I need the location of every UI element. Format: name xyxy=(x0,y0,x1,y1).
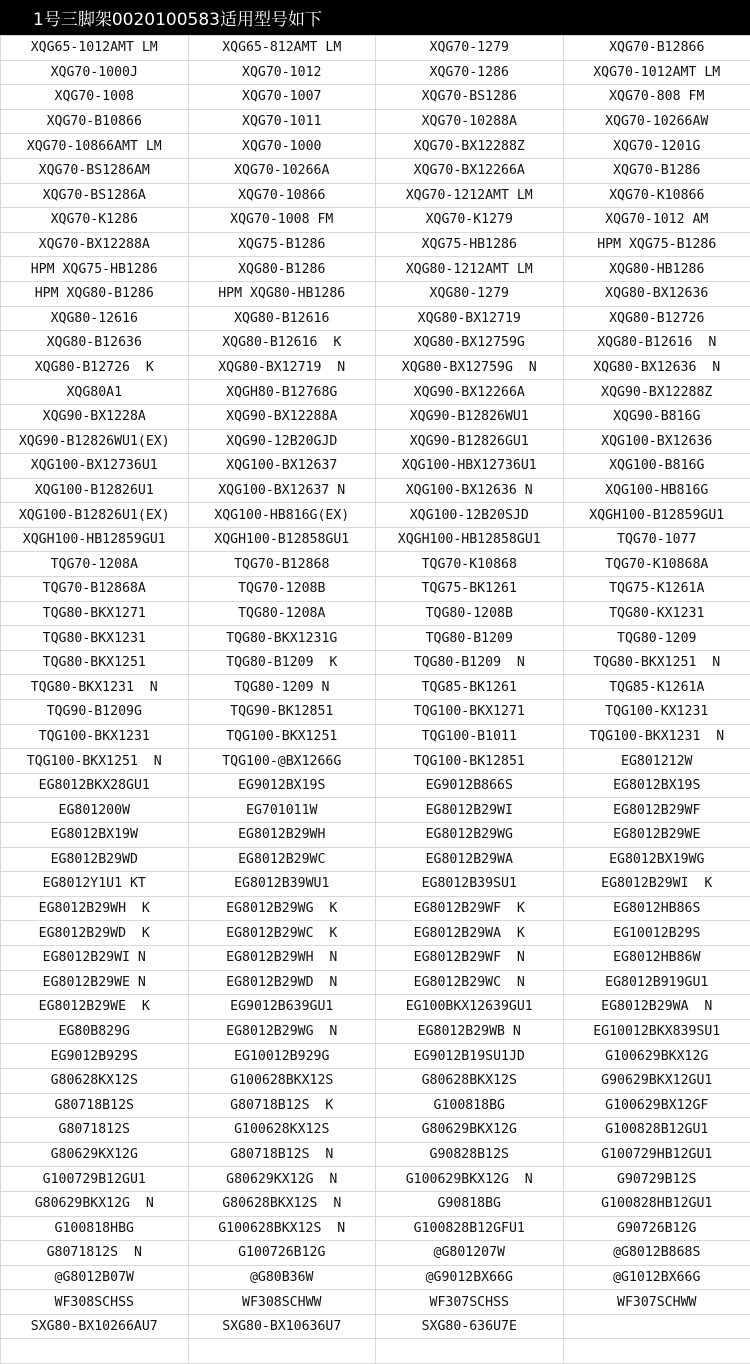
model-cell: XQG100-HB816G xyxy=(563,478,750,503)
model-cell: G100629BKX12G N xyxy=(376,1167,564,1192)
model-cell: XQG80-B12726 xyxy=(563,306,750,331)
model-cell: @G9012BX66G xyxy=(376,1265,564,1290)
model-cell: XQG100-12B20SJD xyxy=(376,503,564,528)
model-cell: TQG80-BKX1231 N xyxy=(1,675,189,700)
model-cell: XQG80-1279 xyxy=(376,281,564,306)
table-row xyxy=(1,823,750,848)
table-row xyxy=(1,552,750,577)
table-row xyxy=(1,281,750,306)
model-cell: XQG70-1000J xyxy=(1,60,189,85)
table-row xyxy=(1,158,750,183)
model-cell: TQG80-BKX1251 N xyxy=(563,650,750,675)
model-cell: XQG70-10266A xyxy=(188,158,376,183)
table-row xyxy=(1,503,750,528)
model-cell: G80628BKX12S N xyxy=(188,1191,376,1216)
model-cell: EG8012B29WF N xyxy=(376,945,564,970)
model-cell: XQG80-BX12719 xyxy=(376,306,564,331)
model-cell: TQG80-BKX1251 xyxy=(1,650,189,675)
model-cell: TQG70-B12868 xyxy=(188,552,376,577)
model-cell: XQG80A1 xyxy=(1,380,189,405)
model-cell: TQG80-1208A xyxy=(188,601,376,626)
model-cell: XQG80-B12616 xyxy=(188,306,376,331)
model-cell: TQG70-1208A xyxy=(1,552,189,577)
model-cell: WF307SCHWW xyxy=(563,1290,750,1315)
model-cell: XQG70-1012AMT LM xyxy=(563,60,750,85)
model-cell: EG9012B639GU1 xyxy=(188,995,376,1020)
model-cell: XQG65-1012AMT LM xyxy=(1,36,189,61)
model-cell: XQG80-HB1286 xyxy=(563,257,750,282)
model-cell: XQG80-12616 xyxy=(1,306,189,331)
model-cell: EG8012B39SU1 xyxy=(376,872,564,897)
model-cell: G100729HB12GU1 xyxy=(563,1142,750,1167)
table-row xyxy=(1,478,750,503)
table-row xyxy=(1,995,750,1020)
model-cell: TQG85-K1261A xyxy=(563,675,750,700)
model-cell: XQG80-BX12759G N xyxy=(376,355,564,380)
model-cell: XQG80-BX12759G xyxy=(376,331,564,356)
model-cell: XQG70-K10866 xyxy=(563,183,750,208)
table-row xyxy=(1,577,750,602)
model-cell: TQG80-KX1231 xyxy=(563,601,750,626)
model-cell: WF307SCHSS xyxy=(376,1290,564,1315)
model-cell: XQG70-10266AW xyxy=(563,109,750,134)
model-cell: TQG100-BKX1271 xyxy=(376,700,564,725)
model-cell: TQG100-KX1231 xyxy=(563,700,750,725)
model-cell: TQG80-B1209 N xyxy=(376,650,564,675)
model-cell: XQG70-B1286 xyxy=(563,158,750,183)
model-cell: EG8012Y1U1 KT xyxy=(1,872,189,897)
model-cell: XQG100-B12826U1(EX) xyxy=(1,503,189,528)
model-cell: XQG100-HBX12736U1 xyxy=(376,454,564,479)
model-cell: TQG70-K10868A xyxy=(563,552,750,577)
model-cell xyxy=(563,1314,750,1339)
model-cell: TQG70-K10868 xyxy=(376,552,564,577)
model-cell: EG8012HB86S xyxy=(563,896,750,921)
model-cell: EG8012B29WA N xyxy=(563,995,750,1020)
table-row xyxy=(1,380,750,405)
model-cell: TQG80-BKX1231 xyxy=(1,626,189,651)
model-cell: TQG100-@BX1266G xyxy=(188,749,376,774)
model-cell: XQG90-BX1228A xyxy=(1,404,189,429)
model-cell: EG8012B29WI N xyxy=(1,945,189,970)
model-cell: G80628KX12S xyxy=(1,1068,189,1093)
model-cell: TQG90-B1209G xyxy=(1,700,189,725)
model-cell: XQG70-1212AMT LM xyxy=(376,183,564,208)
model-cell: HPM XQG75-HB1286 xyxy=(1,257,189,282)
table-row xyxy=(1,232,750,257)
model-cell: G80629KX12G xyxy=(1,1142,189,1167)
model-cell: TQG100-BK12851 xyxy=(376,749,564,774)
model-cell: EG801200W xyxy=(1,798,189,823)
table-row xyxy=(1,1191,750,1216)
model-cell: XQG80-BX12719 N xyxy=(188,355,376,380)
model-cell: EG10012B929G xyxy=(188,1044,376,1069)
table-row xyxy=(1,331,750,356)
model-cell: XQG70-BX12266A xyxy=(376,158,564,183)
table-row xyxy=(1,257,750,282)
model-cell: G8071812S xyxy=(1,1118,189,1143)
model-cell: XQG90-12B20GJD xyxy=(188,429,376,454)
model-cell: TQG100-BKX1251 N xyxy=(1,749,189,774)
model-cell: EG8012B29WE N xyxy=(1,970,189,995)
model-cell: TQG80-BKX1231G xyxy=(188,626,376,651)
model-cell: XQG100-BX12736U1 xyxy=(1,454,189,479)
model-cell: EG8012B29WE K xyxy=(1,995,189,1020)
model-cell: @G80B36W xyxy=(188,1265,376,1290)
table-row xyxy=(1,454,750,479)
table-row xyxy=(1,724,750,749)
table-row xyxy=(1,1290,750,1315)
model-cell: XQG70-1286 xyxy=(376,60,564,85)
model-cell: EG10012B29S xyxy=(563,921,750,946)
table-row xyxy=(1,1068,750,1093)
model-cell: TQG100-BKX1251 xyxy=(188,724,376,749)
table-row xyxy=(1,773,750,798)
model-cell: XQG70-1008 xyxy=(1,85,189,110)
table-row xyxy=(1,601,750,626)
model-cell: XQG75-B1286 xyxy=(188,232,376,257)
model-cell: EG8012B29WD K xyxy=(1,921,189,946)
model-cell: XQG70-BX12288Z xyxy=(376,134,564,159)
model-cell: @G8012B868S xyxy=(563,1241,750,1266)
table-row xyxy=(1,1241,750,1266)
table-row xyxy=(1,626,750,651)
model-cell: XQG90-BX12288Z xyxy=(563,380,750,405)
table-row xyxy=(1,1093,750,1118)
model-cell: XQG75-HB1286 xyxy=(376,232,564,257)
model-cell: EG8012BX19W xyxy=(1,823,189,848)
model-cell: XQG100-BX12637 xyxy=(188,454,376,479)
model-cell: G100628KX12S xyxy=(188,1118,376,1143)
model-cell: G100629BKX12G xyxy=(563,1044,750,1069)
model-cell: G100629BX12GF xyxy=(563,1093,750,1118)
model-cell: TQG75-BK1261 xyxy=(376,577,564,602)
model-cell: @G1012BX66G xyxy=(563,1265,750,1290)
model-cell: EG8012B29WA K xyxy=(376,921,564,946)
table-row xyxy=(1,134,750,159)
table-row xyxy=(1,109,750,134)
model-cell: HPM XQG80-B1286 xyxy=(1,281,189,306)
model-cell: G100628BKX12S xyxy=(188,1068,376,1093)
model-cell: G100828B12GFU1 xyxy=(376,1216,564,1241)
model-cell: XQG100-HB816G(EX) xyxy=(188,503,376,528)
model-cell: XQG70-1000 xyxy=(188,134,376,159)
model-cell: XQG70-1012 xyxy=(188,60,376,85)
model-cell: XQG80-B12726 K xyxy=(1,355,189,380)
model-cell: XQG70-10288A xyxy=(376,109,564,134)
model-cell: G80718B12S N xyxy=(188,1142,376,1167)
model-cell: XQG70-1279 xyxy=(376,36,564,61)
title-bar xyxy=(0,0,750,35)
table-row xyxy=(1,208,750,233)
model-cell: XQGH100-HB12858GU1 xyxy=(376,527,564,552)
model-cell: XQG100-B12826U1 xyxy=(1,478,189,503)
model-cell: EG8012B29WF K xyxy=(376,896,564,921)
model-cell: XQG80-B12636 xyxy=(1,331,189,356)
model-cell: XQG90-BX12266A xyxy=(376,380,564,405)
model-table-body xyxy=(1,36,750,1364)
model-cell: G100818BG xyxy=(376,1093,564,1118)
model-cell: G80718B12S xyxy=(1,1093,189,1118)
table-row xyxy=(1,1216,750,1241)
model-cell: XQG70-B10866 xyxy=(1,109,189,134)
model-cell: G100628BKX12S N xyxy=(188,1216,376,1241)
model-cell: EG8012B29WC xyxy=(188,847,376,872)
model-cell: EG8012BKX28GU1 xyxy=(1,773,189,798)
model-cell: EG8012B29WD xyxy=(1,847,189,872)
model-cell: G80629BKX12G N xyxy=(1,1191,189,1216)
model-cell: XQG70-BS1286AM xyxy=(1,158,189,183)
model-cell: XQG70-B12866 xyxy=(563,36,750,61)
model-cell: EG8012B919GU1 xyxy=(563,970,750,995)
table-row xyxy=(1,1019,750,1044)
model-cell: TQG80-BKX1271 xyxy=(1,601,189,626)
model-cell: XQG80-B1286 xyxy=(188,257,376,282)
page-title: 1号三脚架0020100583适用型号如下 xyxy=(33,5,322,30)
table-row xyxy=(1,700,750,725)
table-row xyxy=(1,429,750,454)
table-row xyxy=(1,896,750,921)
model-cell: EG8012B29WH xyxy=(188,823,376,848)
model-cell: G90828B12S xyxy=(376,1142,564,1167)
model-cell: EG10012BKX839SU1 xyxy=(563,1019,750,1044)
model-cell: XQG70-1012 AM xyxy=(563,208,750,233)
model-cell: EG8012B29WF xyxy=(563,798,750,823)
model-cell: EG8012B29WB N xyxy=(376,1019,564,1044)
model-cell: XQGH100-B12858GU1 xyxy=(188,527,376,552)
model-cell: EG8012B29WD N xyxy=(188,970,376,995)
model-cell: TQG85-BK1261 xyxy=(376,675,564,700)
table-row xyxy=(1,872,750,897)
model-cell: EG80B829G xyxy=(1,1019,189,1044)
model-cell: EG8012B29WG K xyxy=(188,896,376,921)
model-cell: TQG90-BK12851 xyxy=(188,700,376,725)
model-cell: G100729B12GU1 xyxy=(1,1167,189,1192)
model-cell xyxy=(188,1339,376,1364)
model-cell: XQG90-B12826WU1 xyxy=(376,404,564,429)
table-row xyxy=(1,650,750,675)
model-cell: TQG100-BKX1231 N xyxy=(563,724,750,749)
model-cell: XQG70-808 FM xyxy=(563,85,750,110)
model-cell: G90729B12S xyxy=(563,1167,750,1192)
model-cell: EG8012BX19S xyxy=(563,773,750,798)
model-cell: EG9012B866S xyxy=(376,773,564,798)
model-cell: EG8012B29WI K xyxy=(563,872,750,897)
table-row xyxy=(1,60,750,85)
model-cell: EG8012B29WA xyxy=(376,847,564,872)
model-cell: XQG70-1008 FM xyxy=(188,208,376,233)
model-cell: TQG100-BKX1231 xyxy=(1,724,189,749)
model-cell: SXG80-BX10636U7 xyxy=(188,1314,376,1339)
model-cell: SXG80-636U7E xyxy=(376,1314,564,1339)
model-cell: @G801207W xyxy=(376,1241,564,1266)
table-row xyxy=(1,1314,750,1339)
model-cell: WF308SCHWW xyxy=(188,1290,376,1315)
model-cell: XQG90-B816G xyxy=(563,404,750,429)
model-cell: TQG100-B1011 xyxy=(376,724,564,749)
model-cell: G80628BKX12S xyxy=(376,1068,564,1093)
model-cell: XQG70-BS1286A xyxy=(1,183,189,208)
model-cell: EG801212W xyxy=(563,749,750,774)
model-cell: G90629BKX12GU1 xyxy=(563,1068,750,1093)
model-cell: XQG70-1201G xyxy=(563,134,750,159)
model-cell: XQG70-BX12288A xyxy=(1,232,189,257)
model-cell: XQGH100-HB12859GU1 xyxy=(1,527,189,552)
model-cell: XQG80-B12616 K xyxy=(188,331,376,356)
model-cell: G100828B12GU1 xyxy=(563,1118,750,1143)
model-cell: TQG75-K1261A xyxy=(563,577,750,602)
model-cell: XQG70-10866AMT LM xyxy=(1,134,189,159)
model-cell xyxy=(1,1339,189,1364)
model-cell: EG8012B29WH N xyxy=(188,945,376,970)
model-cell: XQG80-1212AMT LM xyxy=(376,257,564,282)
table-row xyxy=(1,527,750,552)
model-cell: XQG90-BX12288A xyxy=(188,404,376,429)
table-row xyxy=(1,847,750,872)
model-cell: G90818BG xyxy=(376,1191,564,1216)
model-cell: XQG90-B12826GU1 xyxy=(376,429,564,454)
model-cell: G100726B12G xyxy=(188,1241,376,1266)
model-cell: TQG70-1208B xyxy=(188,577,376,602)
model-cell: EG9012B929S xyxy=(1,1044,189,1069)
model-cell: EG8012B29WE xyxy=(563,823,750,848)
model-cell: G80629BKX12G xyxy=(376,1118,564,1143)
model-cell: XQG70-K1286 xyxy=(1,208,189,233)
model-cell: XQG70-K1279 xyxy=(376,208,564,233)
model-cell: XQG100-BX12636 N xyxy=(376,478,564,503)
table-row xyxy=(1,1339,750,1364)
model-cell: EG100BKX12639GU1 xyxy=(376,995,564,1020)
table-row xyxy=(1,921,750,946)
table-row xyxy=(1,798,750,823)
table-row xyxy=(1,1167,750,1192)
model-cell: EG8012BX19WG xyxy=(563,847,750,872)
model-cell: EG8012B29WI xyxy=(376,798,564,823)
table-row xyxy=(1,85,750,110)
model-cell: XQG70-10866 xyxy=(188,183,376,208)
model-cell: SXG80-BX10266AU7 xyxy=(1,1314,189,1339)
model-cell: G80629KX12G N xyxy=(188,1167,376,1192)
model-cell: TQG80-B1209 K xyxy=(188,650,376,675)
table-row xyxy=(1,749,750,774)
table-row xyxy=(1,945,750,970)
model-cell: EG8012HB86W xyxy=(563,945,750,970)
model-cell: HPM XQG75-B1286 xyxy=(563,232,750,257)
model-cell: TQG80-1209 N xyxy=(188,675,376,700)
model-cell: XQG70-1011 xyxy=(188,109,376,134)
model-cell: XQG100-B816G xyxy=(563,454,750,479)
table-row xyxy=(1,675,750,700)
model-cell: EG8012B29WG xyxy=(376,823,564,848)
table-row xyxy=(1,183,750,208)
model-cell: XQG70-1007 xyxy=(188,85,376,110)
table-row xyxy=(1,1118,750,1143)
model-cell: EG8012B29WH K xyxy=(1,896,189,921)
model-cell xyxy=(376,1339,564,1364)
table-row xyxy=(1,1265,750,1290)
model-cell xyxy=(563,1339,750,1364)
model-cell: EG701011W xyxy=(188,798,376,823)
table-row xyxy=(1,970,750,995)
model-cell: TQG80-1208B xyxy=(376,601,564,626)
model-cell: G100828HB12GU1 xyxy=(563,1191,750,1216)
table-row xyxy=(1,1142,750,1167)
model-cell: XQG100-BX12636 xyxy=(563,429,750,454)
model-cell: XQG100-BX12637 N xyxy=(188,478,376,503)
model-cell: G8071812S N xyxy=(1,1241,189,1266)
model-cell: TQG70-1077 xyxy=(563,527,750,552)
model-cell: EG8012B29WC K xyxy=(188,921,376,946)
model-cell: HPM XQG80-HB1286 xyxy=(188,281,376,306)
table-row xyxy=(1,355,750,380)
model-cell: G80718B12S K xyxy=(188,1093,376,1118)
model-cell: TQG80-B1209 xyxy=(376,626,564,651)
model-cell: EG9012B19SU1JD xyxy=(376,1044,564,1069)
model-cell: EG8012B29WC N xyxy=(376,970,564,995)
model-cell: TQG70-B12868A xyxy=(1,577,189,602)
model-cell: WF308SCHSS xyxy=(1,1290,189,1315)
model-cell: G100818HBG xyxy=(1,1216,189,1241)
model-cell: G90726B12G xyxy=(563,1216,750,1241)
model-table xyxy=(0,35,750,1364)
model-cell: @G8012B07W xyxy=(1,1265,189,1290)
model-cell: EG8012B29WG N xyxy=(188,1019,376,1044)
table-row xyxy=(1,404,750,429)
model-cell: XQG80-BX12636 xyxy=(563,281,750,306)
model-cell: XQGH80-B12768G xyxy=(188,380,376,405)
table-row xyxy=(1,306,750,331)
table-row xyxy=(1,1044,750,1069)
model-cell: XQG90-B12826WU1(EX) xyxy=(1,429,189,454)
model-cell: XQG65-812AMT LM xyxy=(188,36,376,61)
model-cell: EG9012BX19S xyxy=(188,773,376,798)
model-cell: TQG80-1209 xyxy=(563,626,750,651)
model-cell: XQG70-BS1286 xyxy=(376,85,564,110)
model-cell: XQG80-B12616 N xyxy=(563,331,750,356)
table-row xyxy=(1,36,750,61)
model-cell: XQGH100-B12859GU1 xyxy=(563,503,750,528)
model-cell: EG8012B39WU1 xyxy=(188,872,376,897)
model-cell: XQG80-BX12636 N xyxy=(563,355,750,380)
